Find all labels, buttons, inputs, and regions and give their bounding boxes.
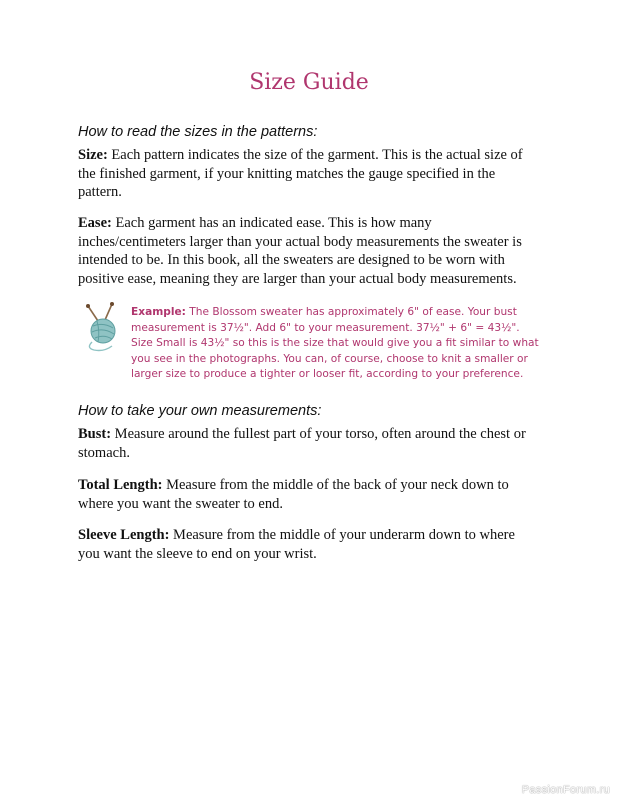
size-paragraph bbox=[78, 146, 540, 202]
bust-paragraph bbox=[78, 425, 540, 462]
watermark: PassionForum.ru bbox=[521, 784, 610, 796]
sleeve-length-paragraph bbox=[78, 526, 540, 563]
ease-text: Each garment has an indicated ease. This is how many inches/centimeters larger than your actual body measurements the sweater is intended to be. In this book, all the sweaters are designed to be worn with positive ease, meaning they are larger than your actual body measurements. bbox=[78, 215, 522, 287]
example-callout bbox=[131, 305, 543, 383]
total-length-label: Total Length: bbox=[78, 477, 163, 493]
size-label: Size: bbox=[78, 147, 108, 163]
sleeve-length-label: Sleeve Length: bbox=[78, 527, 170, 543]
bust-label: Bust: bbox=[78, 426, 112, 442]
yarn-ball-icon bbox=[82, 302, 126, 354]
size-text: Each pattern indicates the size of the garment. This is the actual size of the finished garment, if your knitting matches the gauge specified in the pattern. bbox=[78, 147, 523, 200]
total-length-paragraph bbox=[78, 476, 540, 513]
total-length-text: Measure from the middle of the back of your neck down to where you want the sweater to end. bbox=[78, 477, 509, 512]
ease-label: Ease: bbox=[78, 215, 112, 231]
ease-paragraph bbox=[78, 214, 540, 288]
page-title: Size Guide bbox=[249, 70, 369, 95]
example-label: Example: bbox=[131, 306, 186, 318]
example-text: The Blossom sweater has approximately 6" of ease. Your bust measurement is 37½". Add 6" to your measurement. 37½" + 6" = 43½". Size Small is 43½" so this is the size that would give you a fit similar to what you see in the photographs. You can, of course, choose to knit a smaller or larger size to produce a tighter or looser fit, according to your preference. bbox=[131, 306, 539, 380]
measurements-heading: How to take your own measurements: bbox=[78, 403, 322, 419]
reading-sizes-heading: How to read the sizes in the patterns: bbox=[78, 124, 318, 140]
sleeve-length-text: Measure from the middle of your underarm down to where you want the sleeve to end on your wrist. bbox=[78, 527, 515, 562]
bust-text: Measure around the fullest part of your torso, often around the chest or stomach. bbox=[78, 426, 526, 461]
